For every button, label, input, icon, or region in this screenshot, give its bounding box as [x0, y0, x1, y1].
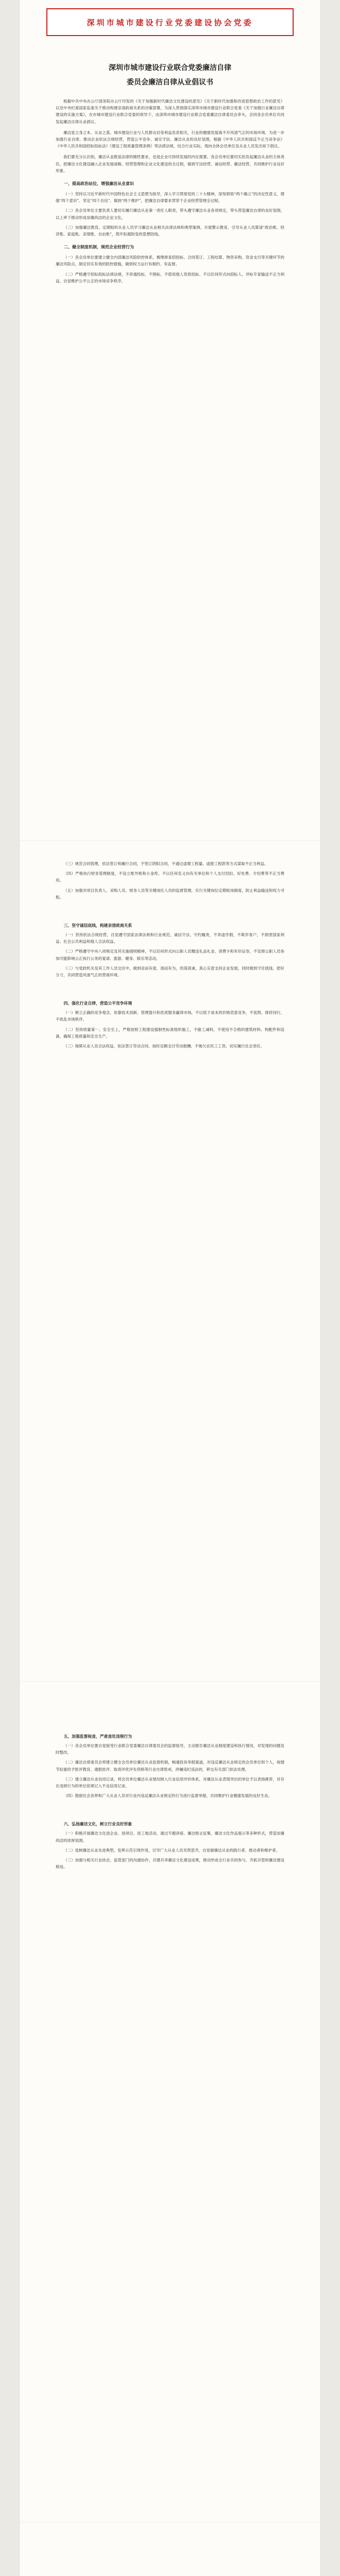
page-3-body	[56, 1697, 284, 1873]
list-item: （一）积极开展廉洁文化进企业、进项目、进工地活动，通过专题讲座、廉洁格言征集、廉洁文化作品展示等多种形式，营造崇廉尚洁的浓厚氛围。	[56, 1831, 284, 1843]
list-item: （一）各会员单位要自觉接受行业联合党委廉洁自律委员会的监督指导，主动报告廉洁从业制度建设和执行情况，对发现的问题及时整改。	[56, 1743, 284, 1755]
title-line-2: 委员会廉洁自律从业倡议书	[127, 78, 213, 87]
title-line-1: 深圳市城市建设行业联合党委廉洁自律	[109, 64, 231, 72]
banner-text: 深圳市城市建设行业党委建设协会党委	[87, 18, 253, 27]
page-4-body	[56, 2557, 284, 2576]
section-heading: 六、弘扬廉洁文化，树立行业良好形象	[63, 1822, 132, 1827]
document-page-1	[20, 0, 320, 841]
section-heading: 五、加强监督检查，严肃查处违规行为	[63, 1734, 132, 1739]
list-item: （一）树立正确的竞争观念，依靠技术创新、管理提升和优质服务赢得市场，不以低于成本的价格恶意竞争，不诋毁、排挤同行，不扰乱市场秩序。	[56, 1010, 284, 1022]
document-page-3	[20, 1682, 320, 2522]
document-title	[56, 61, 284, 90]
document-page-2	[20, 841, 320, 1682]
intro-paragraph: 根据中共中央办公厅国务院办公厅印发的《关于加强新时代廉洁文化建设的意见》《关于新时代加强和改进思想政治工作的意见》以及中央纪委国家监委关于推动构建亲清政商关系的决策部署，为深入贯彻落实深圳市城市建设行业联合党委《关于加强行业廉洁自律建设的实施方案》，在市城市建设行业联合党委的领导下，由深圳市城市建设行业联合党委廉洁自律委员会牵头，会同各会员单位共同发起廉洁自律从业倡议。	[56, 99, 284, 124]
list-item: （三）建立廉洁从业信用记录，将会员单位廉洁从业情况纳入行业信用评价体系，对廉洁从业表现突出的单位予以表扬推荐，对存在违规行为的单位依规记入不良信用记录。	[56, 1776, 284, 1789]
list-item: （三）保障从业人员合法权益，依法签订劳动合同，按时足额支付劳动报酬，不拖欠农民工工资，切实履行社会责任。	[63, 1044, 264, 1049]
header-banner	[46, 8, 294, 36]
intro-paragraph: 我们要充分认识到，廉洁从业既是法律的刚性要求，也是企业可持续发展的内在需要。各会员单位要切实担负起廉洁从业的主体责任，把廉洁文化建设融入企业发展战略、经营管理和企业文化建设的全过程，做到守法经营、诚信经营、廉洁经营，共同维护行业良好形象。	[56, 155, 284, 173]
list-item: （二）廉洁自律委员会将建立健全会员单位廉洁从业监督机制，畅通投诉举报渠道，对违反廉洁从业规定的会员单位和个人，视情节轻重给予批评教育、通报批评、取消评优评先资格等行业自律惩戒，涉嫌违纪违法的，移交有关部门依法处理。	[56, 1760, 284, 1772]
section-heading: 一、提高政治站位，增强廉洁从业意识	[64, 181, 134, 187]
list-item: （二）选树廉洁从业先进典型，发挥示范引领作用，引导广大从业人员见贤思齐，自觉做廉洁从业的践行者、推动者和维护者。	[63, 1848, 280, 1853]
intro-paragraph: 廉洁是立身之本、从业之基。城市建设行业与人民群众切身利益息息相关，行业的健康发展离不开风清气正的市场环境。为进一步加强行业自律，推动企业依法合规经营，营造公平竞争、诚实守信、廉洁从业的良好氛围，根据《中华人民共和国反不正当竞争法》《中华人民共和国招标投标法》《建设工程质量管理条例》等法律法规，结合行业实际，现向全体会员单位及从业人员发出如下倡议。	[56, 130, 284, 149]
list-item: （二）严格遵守招标投标法律法规，不串通投标、不围标、不借用他人资质投标、不以任何形式向招标人、评标专家输送不正当利益，自觉维护公平公正的市场竞争秩序。	[56, 272, 284, 283]
list-item: （三）规范合同管理，依法签订和履行合同，不签订阴阳合同，不通过虚增工程量、虚报工程款等方式谋取不正当利益。	[63, 861, 268, 866]
document-page-4	[20, 2522, 320, 2576]
list-item: （三）加强廉洁教育，定期组织从业人员学习廉洁从业相关法律法规和典型案例，开展警示教育，引导从业人员算清“政治账、经济账、家庭账、亲情账、自由账”，筑牢拒腐防变的思想防线。	[56, 225, 284, 237]
list-item: （五）加强对项目负责人、采购人员、财务人员等关键岗位人员的监督管理，实行关键岗位定期轮岗制度，防止利益输送和权力寻租。	[56, 888, 284, 900]
section-heading: 四、强化行业自律，营造公平竞争环境	[63, 1001, 132, 1006]
list-item: （一）各会员单位要建立健全内部廉洁风险防控体系，梳理排查招投标、合同签订、工程结算、物资采购、资金支付等关键环节的廉洁风险点，制定切实有效的防控措施，做到权力运行有制约、有监督。	[56, 255, 284, 267]
list-item: （四）鼓励社会各界和广大从业人员对行业内违反廉洁从业规定的行为进行监督举报，共同维护行业健康发展的良好生态。	[63, 1793, 272, 1799]
list-item: （二）坚持质量第一、安全至上，严格按照工程建设强制性标准组织施工，不偷工减料，不使用不合格的建筑材料、构配件和设备，确保工程质量和安全生产。	[56, 1027, 284, 1039]
list-item: （一）坚持依法合规经营，自觉遵守国家法律法规和行业规范，诚信守法、守约履责，不弄虚作假，不欺诈客户，不损害国家利益、社会公共利益和他人合法权益。	[56, 933, 284, 944]
section-heading: 三、坚守诚信底线，构建亲清政商关系	[63, 923, 132, 928]
list-item: （一）坚持以习近平新时代中国特色社会主义思想为指导，深入学习贯彻党的二十大精神，深刻领悟“两个确立”的决定性意义，增强“四个意识”、坚定“四个自信”、做到“两个维护”，把廉洁自律要求贯穿于企业经营管理全过程。	[56, 192, 284, 204]
page-1-body	[56, 61, 284, 287]
list-item: （三）加强与相关行业协会、监管部门的沟通协作，共建共享廉洁文化建设成果，推动形成全行业共同参与、齐抓共管的廉洁建设格局。	[56, 1858, 284, 1870]
list-item: （二）各会员单位主要负责人要切实履行廉洁从业第一责任人职责，带头遵守廉洁从业各项规定，带头营造廉洁自律的良好氛围，以上率下推动形成崇廉尚洁的企业文化。	[56, 208, 284, 220]
list-item: （三）与党政机关及其工作人员交往中，做到亲而有度、清而有为，坦荡真诚、真心实意支持企业发展，同时做到守住底线、把好分寸，共同营造风清气正的营商环境。	[56, 965, 284, 978]
page-2-body	[56, 860, 284, 1053]
section-heading: 二、健全制度机制，规范企业经营行为	[64, 245, 134, 250]
list-item: （四）严格执行财务管理制度，不设立账外账和小金库，不以任何名义向有关单位和个人支付回扣、好处费、介绍费等不正当费用。	[56, 871, 284, 883]
list-item: （二）严格遵守中央八项规定及其实施细则精神，不以任何形式向公职人员赠送礼品礼金、消费卡和有价证券，不安排公职人员参加可能影响公正执行公务的宴请、旅游、健身、娱乐等活动。	[56, 949, 284, 961]
